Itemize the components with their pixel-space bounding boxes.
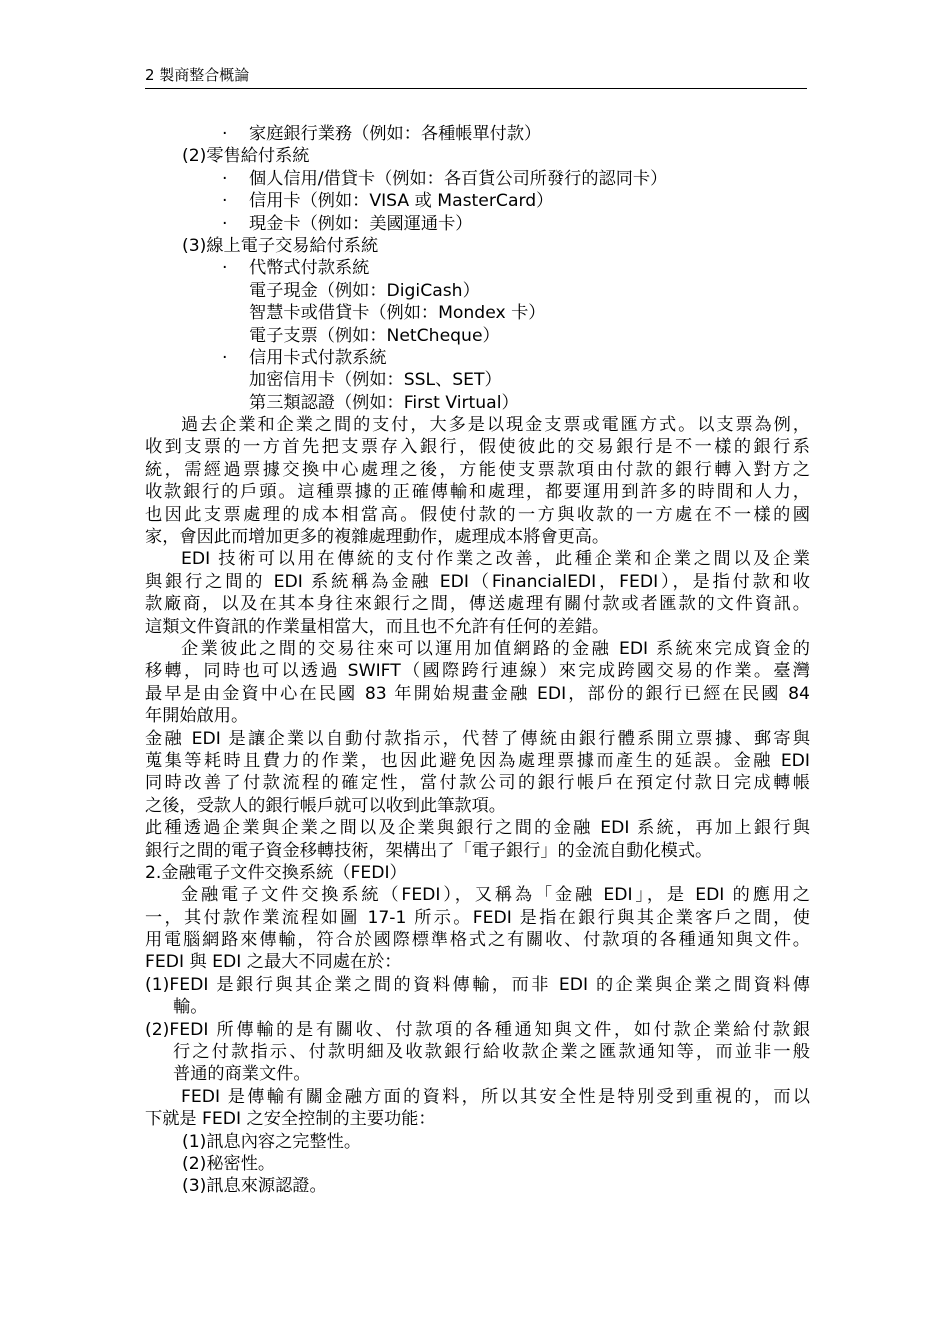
bullet-text: 現金卡（例如：美國運通卡） <box>249 213 473 234</box>
bullet-item <box>145 213 810 235</box>
paragraph-line: (1)FEDI 是銀行與其企業之間的資料傳輸，而非 EDI 的企業與企業之間資料傳 <box>145 974 810 995</box>
bullet-marker: · <box>222 347 228 368</box>
bullet-item <box>145 347 810 369</box>
bullet-marker: · <box>222 191 228 212</box>
bullet-item <box>145 190 810 212</box>
paragraph-first-line: FEDI 是傳輸有關金融方面的資料，所以其安全性是特別受到重視的，而以 <box>181 1086 810 1107</box>
bullet-text: 信用卡（例如：VISA 或 MasterCard） <box>249 191 554 212</box>
paragraph-line: (2)FEDI 所傳輸的是有關收、付款項的各種通知與文件，如付款企業給付款銀 <box>145 1019 810 1040</box>
paragraph-line: 用電腦網路來傳輸，符合於國際標準格式之有關收、付款項的各種通知與文件。 <box>145 930 810 951</box>
bullet-marker: · <box>222 258 228 279</box>
paragraph-line: 同時改善了付款流程的確定性，當付款公司的銀行帳戶在預定付款日完成轉帳 <box>145 773 810 794</box>
sub-item: 電子現金（例如：DigiCash） <box>249 280 480 301</box>
paragraph-line: 年開始啟用。 <box>145 706 249 727</box>
bullet-text: 家庭銀行業務（例如：各種帳單付款） <box>249 124 542 144</box>
bullet-marker: · <box>222 168 228 189</box>
paragraph-line: 與銀行之間的 EDI 系統稱為金融 EDI（FinancialEDI，FEDI），是指付款和收 <box>145 571 810 592</box>
list-continuation: 輸。 <box>173 997 208 1018</box>
paragraph-line: 款廠商，以及在其本身往來銀行之間，傳送處理有關付款或者匯款的文件資訊。 <box>145 594 810 615</box>
paragraph-first-line: EDI 技術可以用在傳統的支付作業之改善，此種企業和企業之間以及企業 <box>181 549 810 570</box>
sub-item: 電子支票（例如：NetCheque） <box>249 325 500 346</box>
paragraph-line: 這類文件資訊的作業量相當大，而且也不允許有任何的差錯。 <box>145 616 610 637</box>
bullet-marker: · <box>222 213 228 234</box>
paragraph-line: 2.金融電子文件交換系統（FEDI） <box>145 862 407 883</box>
page-header: 2 製商整合概論 <box>145 62 807 89</box>
paragraph-line: 下就是 FEDI 之安全控制的主要功能： <box>145 1109 436 1130</box>
paragraph-line: 最早是由金資中心在民國 83 年開始規畫金融 EDI，部份的銀行已經在民國 84 <box>145 683 810 704</box>
bullet-item <box>145 168 810 190</box>
list-continuation: 普通的商業文件。 <box>173 1064 311 1085</box>
list-continuation: 行之付款指示、付款明細及收款銀行給收款企業之匯款通知等，而並非一般 <box>173 1042 810 1063</box>
sub-heading: (3)線上電子交易給付系統 <box>182 235 379 256</box>
bullet-text: 信用卡式付款系統 <box>249 347 387 368</box>
paragraph-line: 移轉，同時也可以透過 SWIFT（國際跨行連線）來完成跨國交易的作業。臺灣 <box>145 661 810 682</box>
paragraph-line: 收款銀行的戶頭。這種票據的正確傳輸和處理，都要運用到許多的時間和人力， <box>145 482 810 503</box>
bullet-text: 代幣式付款系統 <box>249 258 370 279</box>
paragraph-line: 之後，受款人的銀行帳戶就可以收到此筆款項。 <box>145 795 506 816</box>
paragraph-first-line: 企業彼此之間的交易往來可以運用加值網路的金融 EDI 系統來完成資金的 <box>181 638 810 659</box>
paragraph-line: 也因此支票處理的成本相當高。假使付款的一方與收款的一方處在不一樣的國 <box>145 504 810 525</box>
sub-item: 智慧卡或借貸卡（例如：Mondex 卡） <box>249 303 546 324</box>
paragraph-line: 蒐集等耗時且費力的作業，也因此避免因為處理票據而產生的延誤。金融 EDI <box>145 750 810 771</box>
bullet-item <box>145 123 810 145</box>
sub-heading: (3)訊息來源認證。 <box>182 1176 327 1197</box>
paragraph-line: 一，其付款作業流程如圖 17-1 所示。FEDI 是指在銀行與其企業客戶之間，使 <box>145 907 810 928</box>
sub-heading: (2)秘密性。 <box>182 1153 276 1174</box>
paragraph-first-line: 過去企業和企業之間的支付，大多是以現金支票或電匯方式。以支票為例， <box>181 415 810 436</box>
bullet-item <box>145 257 810 279</box>
paragraph-line: 此種透過企業與企業之間以及企業與銀行之間的金融 EDI 系統，再加上銀行與 <box>145 818 810 839</box>
document-body <box>145 123 810 1198</box>
bullet-marker: · <box>222 124 228 144</box>
paragraph-line: FEDI 與 EDI 之最大不同處在於： <box>145 952 402 973</box>
paragraph-line: 金融 EDI 是讓企業以自動付款指示，代替了傳統由銀行體系開立票據、郵寄與 <box>145 728 810 749</box>
sub-item: 第三類認證（例如：First Virtual） <box>249 392 519 413</box>
paragraph-first-line: 金融電子文件交換系統（FEDI），又稱為「金融 EDI」，是 EDI 的應用之 <box>181 885 810 906</box>
sub-heading: (2)零售給付系統 <box>182 146 310 167</box>
paragraph-line: 銀行之間的電子資金移轉技術，架構出了「電子銀行」的金流自動化模式。 <box>145 840 713 861</box>
sub-heading: (1)訊息內容之完整性。 <box>182 1131 362 1152</box>
sub-item: 加密信用卡（例如：SSL、SET） <box>249 370 502 391</box>
bullet-text: 個人信用/借貸卡（例如：各百貨公司所發行的認同卡） <box>249 168 668 189</box>
paragraph-line: 統，需經過票據交換中心處理之後，方能使支票款項由付款的銀行轉入對方之 <box>145 459 810 480</box>
paragraph-line: 家，會因此而增加更多的複雜處理動作，處理成本將會更高。 <box>145 527 610 548</box>
paragraph-line: 收到支票的一方首先把支票存入銀行，假使彼此的交易銀行是不一樣的銀行系 <box>145 437 810 458</box>
